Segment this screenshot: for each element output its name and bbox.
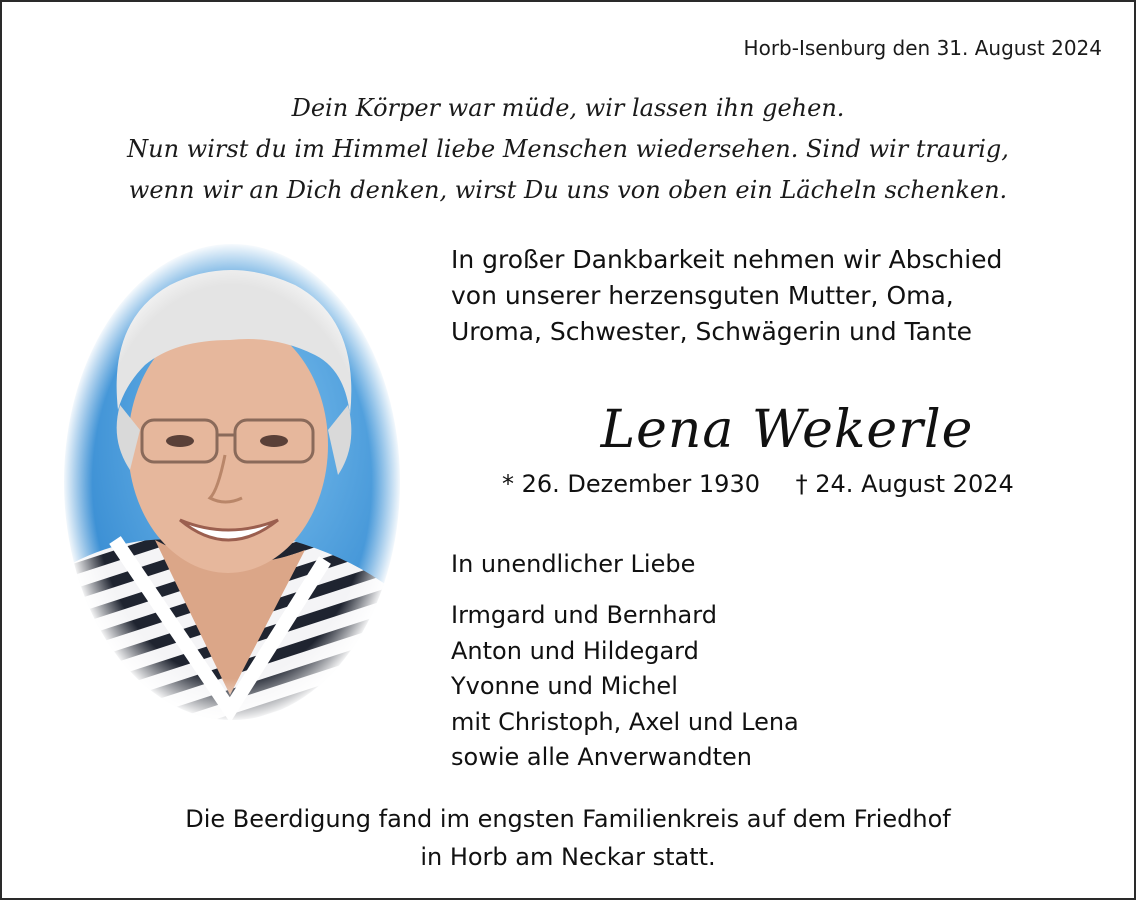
poem-line: Dein Körper war müde, wir lassen ihn gehen. — [291, 94, 845, 122]
intro-line: von unserer herzensguten Mutter, Oma, — [451, 281, 954, 310]
mourner-line: sowie alle Anverwandten — [451, 743, 752, 771]
place-date: Horb-Isenburg den 31. August 2024 — [743, 36, 1102, 60]
farewell-intro — [451, 242, 1002, 350]
mourner-line: Yvonne und Michel — [451, 672, 678, 700]
burial-note — [2, 800, 1134, 876]
intro-line: In großer Dankbarkeit nehmen wir Abschied — [451, 245, 1003, 274]
birth-date: * 26. Dezember 1930 — [502, 470, 760, 498]
mourners-list — [451, 598, 799, 776]
poem-line: Nun wirst du im Himmel liebe Menschen wiedersehen. Sind wir traurig, — [127, 135, 1009, 163]
mourner-line: mit Christoph, Axel und Lena — [451, 707, 799, 736]
life-dates — [502, 470, 1014, 498]
burial-line: Die Beerdigung fand im engsten Familienkreis auf dem Friedhof — [185, 805, 951, 833]
burial-line: in Horb am Neckar statt. — [420, 843, 716, 871]
death-date: † 24. August 2024 — [795, 470, 1014, 498]
portrait-photo — [60, 240, 405, 725]
mourner-line: Anton und Hildegard — [451, 636, 699, 665]
intro-line: Uroma, Schwester, Schwägerin und Tante — [451, 317, 973, 346]
mourner-line: Irmgard und Bernhard — [451, 601, 717, 629]
poem-line: wenn wir an Dich denken, wirst Du uns von oben ein Lächeln schenken. — [128, 176, 1008, 204]
poem — [2, 88, 1134, 211]
deceased-name: Lena Wekerle — [600, 400, 974, 460]
love-line: In unendlicher Liebe — [451, 550, 696, 578]
